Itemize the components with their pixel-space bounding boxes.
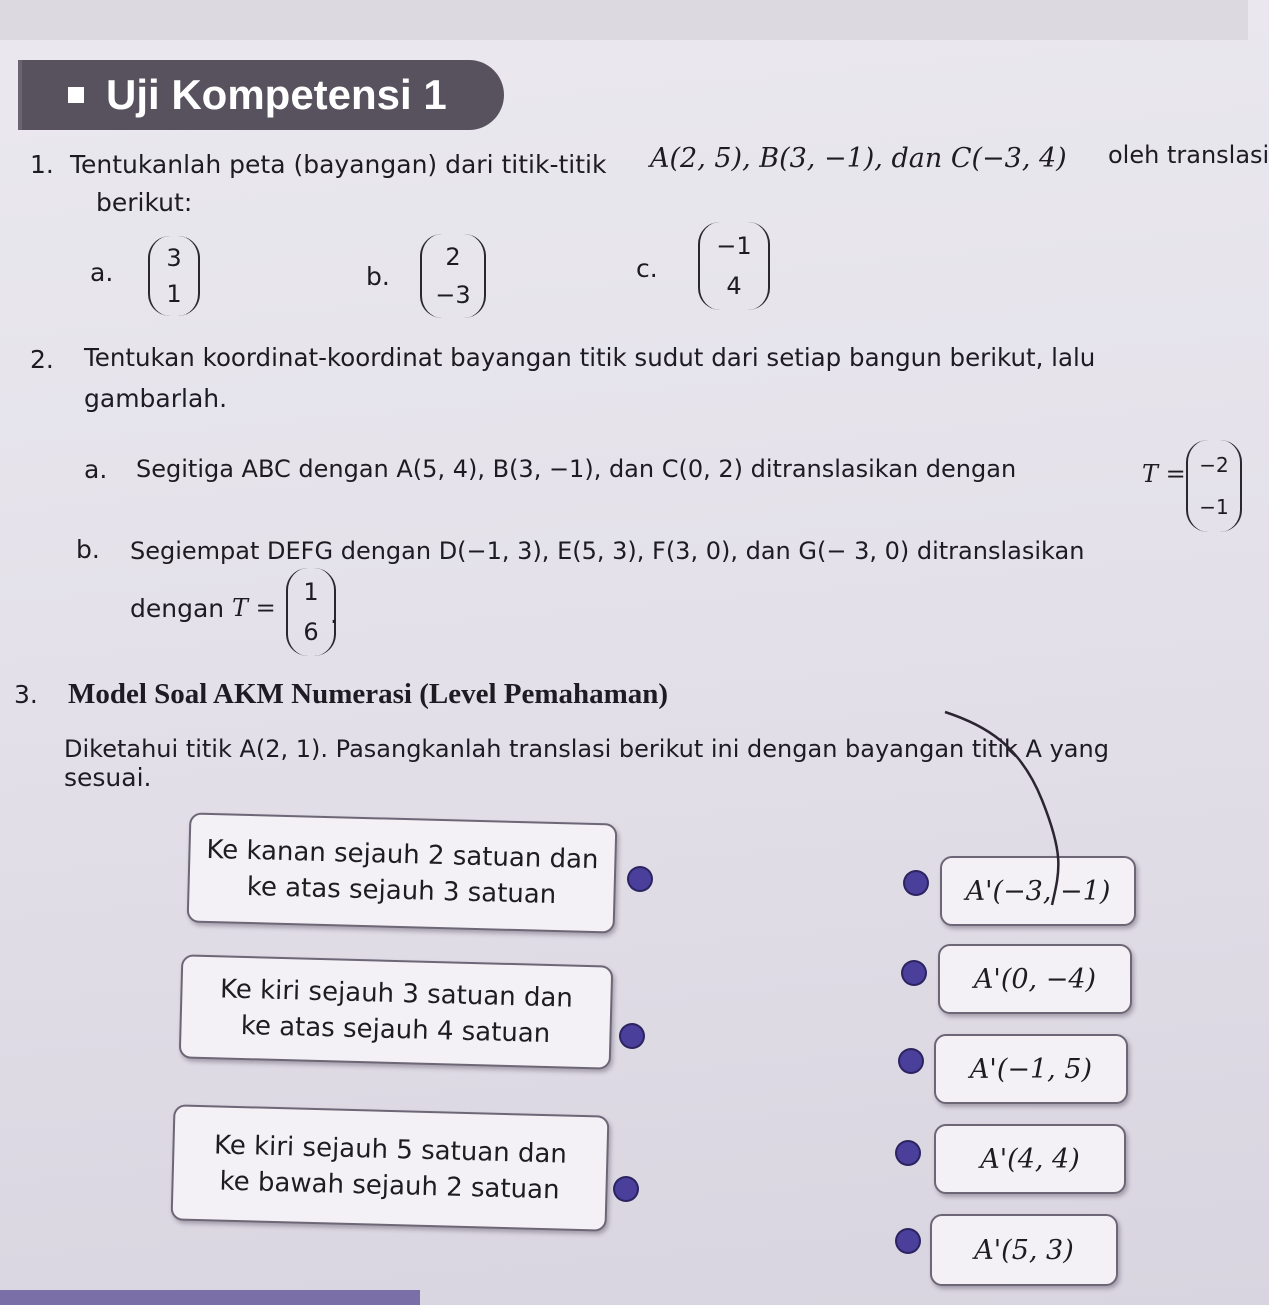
vector-bottom: −3 [435, 281, 471, 309]
section-title: Uji Kompetensi 1 [106, 71, 447, 118]
answer-label: A'(0, −4) [973, 963, 1097, 995]
q2b-text: Segiempat DEFG dengan D(−1, 3), E(5, 3), F(3, 0), dan G(− 3, 0) ditranslasikan [130, 537, 1085, 565]
q3-line2: sesuai. [64, 763, 152, 792]
q2b-period: . [330, 600, 338, 629]
vector-bottom: 6 [303, 618, 319, 646]
q2b-label: b. [76, 535, 100, 564]
q3-number: 3. [14, 680, 38, 709]
vector-top: −2 [1199, 453, 1229, 477]
match-left-line1: Ke kanan sejauh 2 satuan dan [206, 834, 599, 876]
q2-line2: gambarlah. [84, 384, 228, 413]
page-bottom-strip [0, 1290, 420, 1305]
vector-top: 2 [445, 243, 461, 271]
q1-line2: berikut: [96, 188, 193, 217]
q2-number: 2. [30, 345, 54, 374]
vector-bottom: 4 [726, 272, 742, 300]
vector-top: −1 [716, 232, 752, 260]
q2-text: Tentukan koordinat-koordinat bayangan titik sudut dari setiap bangun berikut, lalu [84, 343, 1096, 372]
q1-text: Tentukanlah peta (bayangan) dari titik-titik [70, 150, 607, 179]
answer-label: A'(5, 3) [974, 1234, 1074, 1266]
vector-bottom: 1 [166, 280, 182, 308]
q2a-text: Segitiga ABC dengan A(5, 4), B(3, −1), dan C(0, 2) ditranslasikan dengan [136, 455, 1017, 483]
q1-option-c-label: c. [636, 254, 658, 283]
answer-label: A'(−3, −1) [965, 875, 1111, 907]
q1-points: A(2, 5), B(3, −1), dan C(−3, 4) [650, 143, 1067, 174]
q3-text: Diketahui titik A(2, 1). Pasangkanlah translasi berikut ini dengan bayangan titik A yang [64, 735, 1109, 763]
match-left-line2: ke atas sejauh 3 satuan [246, 871, 557, 911]
q1-number: 1. [30, 150, 54, 179]
match-left-line2: ke bawah sejauh 2 satuan [219, 1166, 560, 1206]
match-left-line2: ke atas sejauh 4 satuan [240, 1010, 551, 1050]
q1-suffix: oleh translasi [1108, 141, 1269, 169]
q2a-label: a. [84, 455, 108, 484]
q2b-t-label: T = [232, 594, 276, 622]
answer-label: A'(4, 4) [980, 1143, 1080, 1175]
q1-option-b-label: b. [366, 262, 390, 291]
q2a-t-label: T = [1142, 460, 1186, 488]
vector-bottom: −1 [1199, 495, 1229, 519]
match-left-line1: Ke kiri sejauh 3 satuan dan [219, 974, 574, 1014]
q3-title: Model Soal AKM Numerasi (Level Pemahaman) [68, 678, 669, 710]
match-left-line1: Ke kiri sejauh 5 satuan dan [213, 1130, 568, 1170]
vector-top: 3 [166, 244, 182, 272]
q2b-line2: dengan [130, 594, 225, 623]
q1-option-a-label: a. [90, 258, 114, 287]
answer-label: A'(−1, 5) [969, 1053, 1093, 1085]
vector-top: 1 [303, 578, 319, 606]
